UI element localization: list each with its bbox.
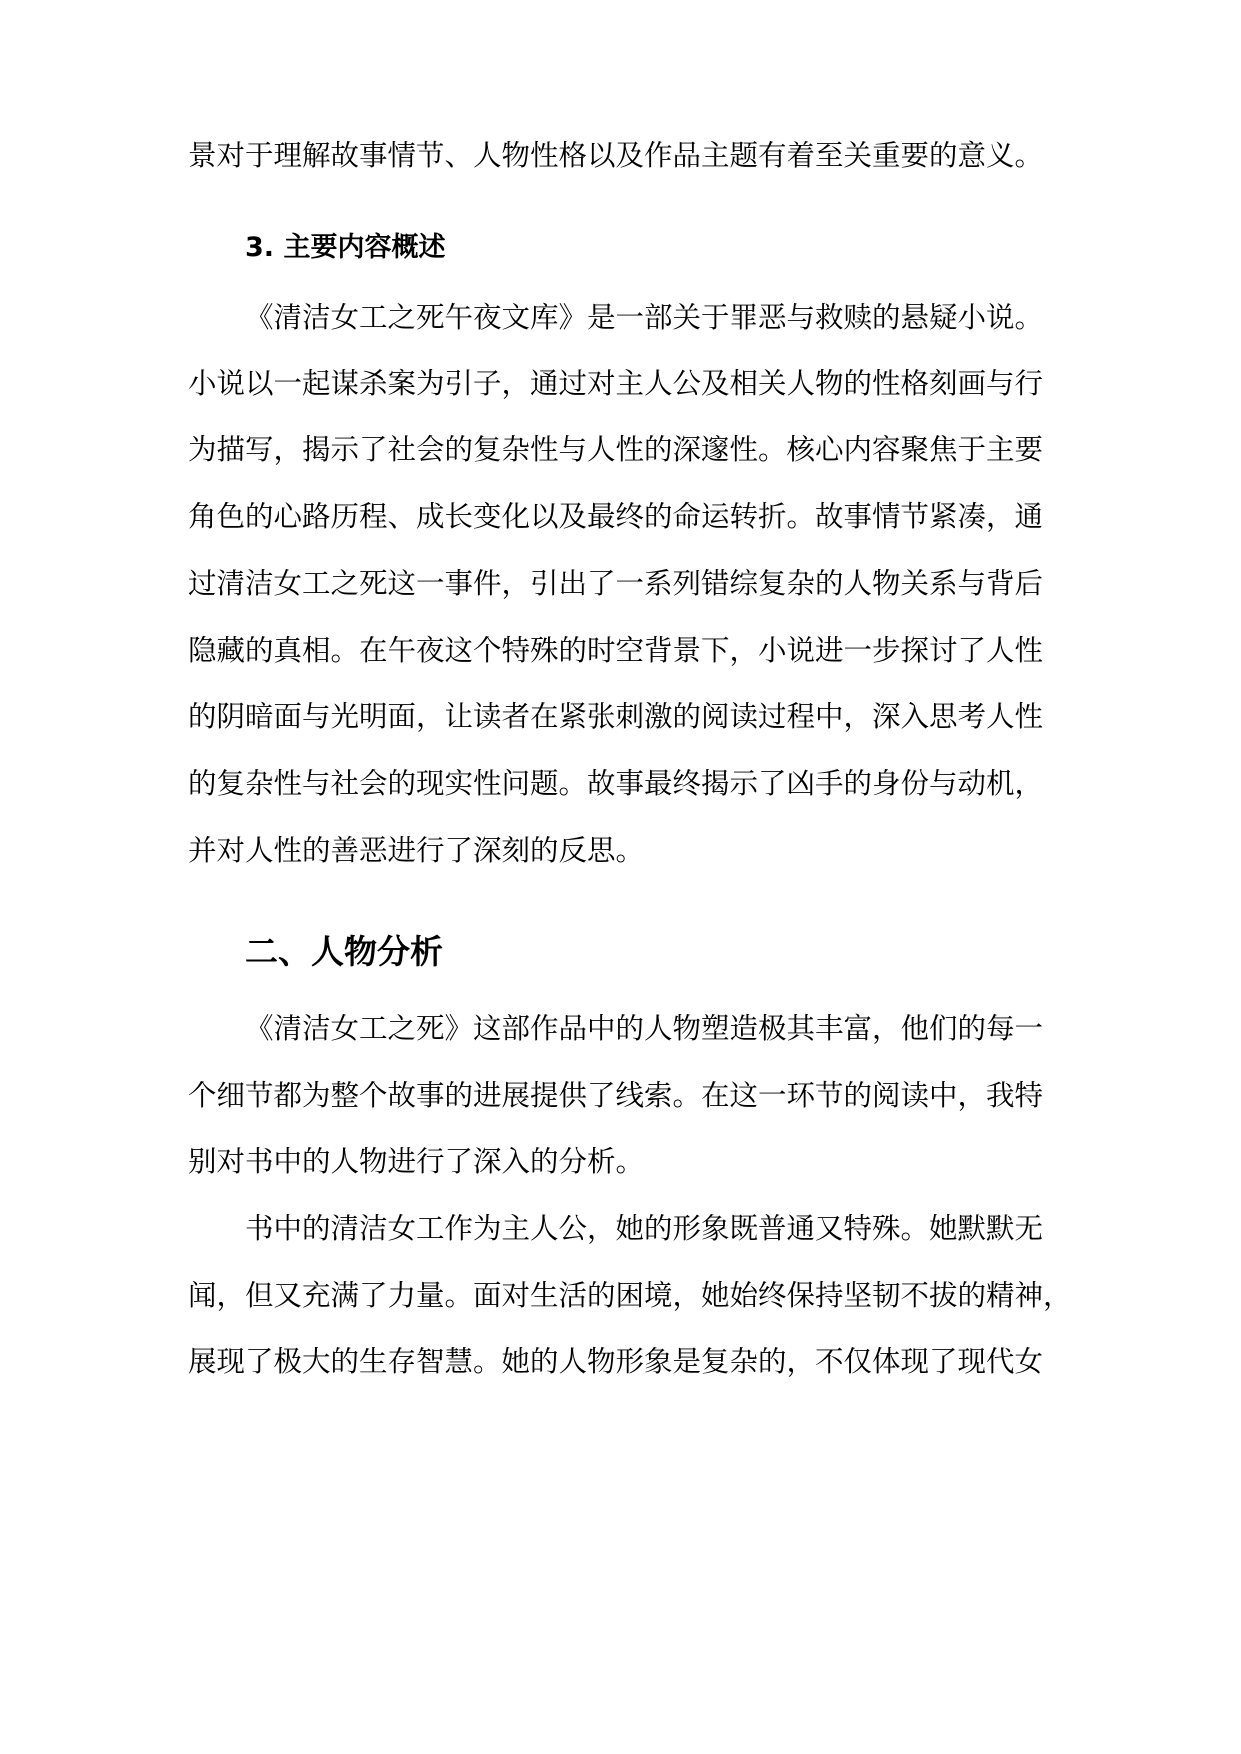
section-3-text-line: 过清洁女工之死这一事件，引出了一系列错综复杂的人物关系与背后	[188, 567, 1044, 600]
section-2-text-line: 《清洁女工之死》这部作品中的人物塑造极其丰富，他们的每一	[245, 1012, 1044, 1045]
section-2-text-line: 展现了极大的生存智慧。她的人物形象是复杂的，不仅体现了现代女	[188, 1345, 1044, 1378]
section-3-text-line: 小说以一起谋杀案为引子，通过对主人公及相关人物的性格刻画与行	[188, 367, 1044, 400]
section-3-text-line: 《清洁女工之死午夜文库》是一部关于罪恶与救赎的悬疑小说。	[245, 301, 1044, 334]
section-3-text-line: 为描写，揭示了社会的复杂性与人性的深邃性。核心内容聚焦于主要	[188, 433, 1044, 466]
section-2-heading: 二、人物分析	[245, 932, 443, 971]
section-3-text-line: 角色的心路历程、成长变化以及最终的命运转折。故事情节紧凑，通	[188, 500, 1044, 533]
section-2-text-line: 个细节都为整个故事的进展提供了线索。在这一环节的阅读中，我特	[188, 1079, 1044, 1112]
section-3-heading: 3. 主要内容概述	[245, 232, 446, 263]
section-3-text-line: 隐藏的真相。在午夜这个特殊的时空背景下，小说进一步探讨了人性	[188, 634, 1044, 667]
section-3-text-line: 的阴暗面与光明面，让读者在紧张刺激的阅读过程中，深入思考人性	[188, 700, 1044, 733]
section-2-text-line: 闻，但又充满了力量。面对生活的困境，她始终保持坚韧不拔的精神，	[188, 1279, 1072, 1312]
section-3-text-line: 并对人性的善恶进行了深刻的反思。	[188, 834, 645, 867]
section-3-text-line: 的复杂性与社会的现实性问题。故事最终揭示了凶手的身份与动机，	[188, 767, 1044, 800]
section-2-text-line: 别对书中的人物进行了深入的分析。	[188, 1145, 645, 1178]
section-2-text-line: 书中的清洁女工作为主人公，她的形象既普通又特殊。她默默无	[245, 1212, 1044, 1245]
intro-text-line: 景对于理解故事情节、人物性格以及作品主题有着至关重要的意义。	[188, 139, 1044, 172]
